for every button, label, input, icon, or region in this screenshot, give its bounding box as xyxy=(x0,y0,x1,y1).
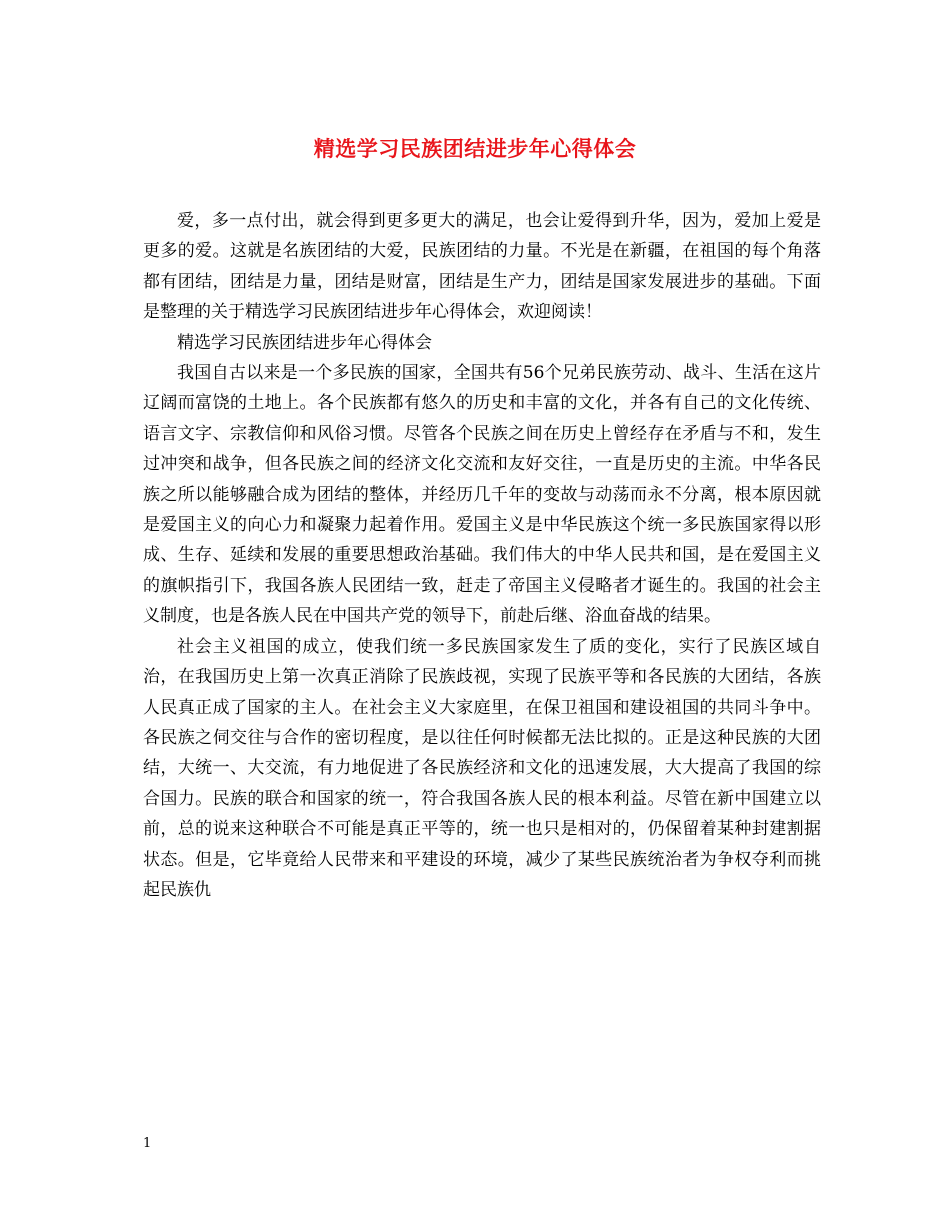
intro-paragraph: 爱，多一点付出，就会得到更多更大的满足，也会让爱得到升华，因为，爱加上爱是更多的爱。这就是名族团结的大爱，民族团结的力量。不光是在新疆，在祖国的每个角落都有团结，团结是力量，团结是财富，团结是生产力，团结是国家发展进步的基础。下面是整理的关于精选学习民族团结进步年心得体会，欢迎阅读！ xyxy=(143,211,821,323)
document-body xyxy=(143,206,821,905)
body-paragraph: 社会主义祖国的成立，使我们统一多民族国家发生了质的变化，实行了民族区域自治，在我国历史上第一次真正消除了民族歧视，实现了民族平等和各民族的大团结，各族人民真正成了国家的主人。在社会主义大家庭里，在保卫祖国和建设祖国的共同斗争中。各民族之伺交往与合作的密切程度，是以往任何时候都无法比拟的。正是这种民族的大团结，大统一、大交流，有力地促进了各民族经济和文化的迅速发展，大大提高了我国的综合国力。民族的联合和国家的统一，符合我国各族人民的根本利益。尽管在新中国建立以前，总的说来这种联合不可能是真正平等的，统一也只是相对的，仍保留着某种封建割据状态。但是，它毕竟给人民带来和平建设的环境，减少了某些民族统治者为争权夺利而挑起民族仇 xyxy=(143,636,821,900)
body-paragraph: 我国自古以来是一个多民族的国家，全国共有56个兄弟民族劳动、战斗、生活在这片辽阔而富饶的土地上。各个民族都有悠久的历史和丰富的文化，并各有自己的文化传统、语言文字、宗教信仰和风俗习惯。尽管各个民族之间在历史上曾经存在矛盾与不和，发生过冲突和战争，但各民族之间的经济文化交流和友好交往，一直是历史的主流。中华各民族之所以能够融合成为团结的整体，并经历几千年的变故与动荡而永不分离，根本原因就是爱国主义的向心力和凝聚力起着作用。爱国主义是中华民族这个统一多民族国家得以形成、生存、延续和发展的重要思想政治基础。我们伟大的中华人民共和国，是在爱国主义的旗帜指引下，我国各族人民团结一致，赶走了帝国主义侵略者才诞生的。我国的社会主义制度，也是各族人民在中国共产党的领导下，前赴后继、浴血奋战的结果。 xyxy=(143,363,821,627)
document-title: 精选学习民族团结进步年心得体会 xyxy=(313,136,637,161)
page-number: 1 xyxy=(143,1136,152,1151)
section-heading: 精选学习民族团结进步年心得体会 xyxy=(177,332,432,353)
